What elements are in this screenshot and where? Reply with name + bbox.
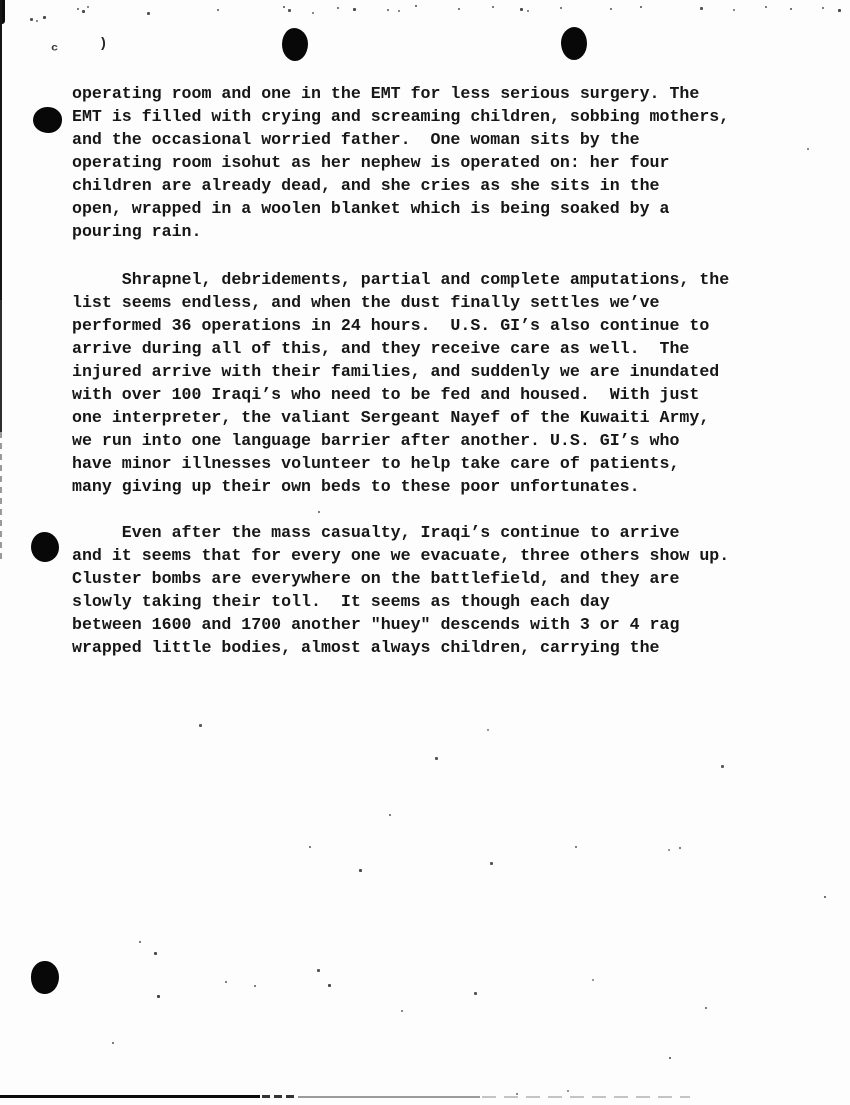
- typewritten-line: open, wrapped in a woolen blanket which is being soaked by a: [72, 199, 670, 218]
- scan-speck: [700, 7, 703, 10]
- scan-speck: [567, 1090, 569, 1092]
- scan-speck: [147, 12, 150, 15]
- typewritten-line: children are already dead, and she cries as she sits in the: [72, 176, 660, 195]
- scan-speck: [387, 9, 389, 11]
- scan-speck: [669, 1057, 671, 1059]
- scan-speck: [560, 7, 562, 9]
- scan-speck: [516, 1093, 518, 1095]
- scan-edge-line: [0, 300, 2, 432]
- typewritten-line: one interpreter, the valiant Sergeant Nayef of the Kuwaiti Army,: [72, 408, 710, 427]
- scan-speck: [474, 992, 477, 995]
- scan-speck: [435, 757, 438, 760]
- typewritten-line: and the occasional worried father. One woman sits by the: [72, 130, 640, 149]
- typewritten-line: Even after the mass casualty, Iraqi’s continue to arrive: [72, 523, 680, 542]
- scan-speck: [157, 995, 160, 998]
- scan-speck: [640, 6, 642, 8]
- scan-speck: [225, 981, 227, 983]
- typewritten-line: EMT is filled with crying and screaming children, sobbing mothers,: [72, 107, 730, 126]
- typewritten-line: between 1600 and 1700 another "huey" descends with 3 or 4 rag: [72, 615, 680, 634]
- scan-edge-line: [0, 0, 2, 300]
- scan-speck: [668, 849, 670, 851]
- scan-speck: [43, 16, 46, 19]
- scan-speck: [139, 941, 141, 943]
- paragraph-2: [72, 268, 729, 498]
- scan-bottom-edge-line: [0, 1095, 260, 1098]
- scan-speck: [401, 1010, 403, 1012]
- scan-bottom-edge-line: [482, 1096, 690, 1098]
- scan-speck: [765, 6, 767, 8]
- stray-pen-mark: c: [51, 42, 59, 54]
- scan-speck: [415, 5, 417, 7]
- scan-speck: [77, 8, 79, 10]
- typewritten-line: wrapped little bodies, almost always children, carrying the: [72, 638, 660, 657]
- scan-speck: [87, 6, 89, 8]
- typewritten-line: we run into one language barrier after another. U.S. GI’s who: [72, 431, 680, 450]
- scan-speck: [353, 8, 356, 11]
- scan-speck: [575, 846, 577, 848]
- scan-speck: [312, 12, 314, 14]
- typewritten-line: with over 100 Iraqi’s who need to be fed and housed. With just: [72, 385, 700, 404]
- scan-speck: [721, 765, 724, 768]
- hole-punch-dot-left-2: [31, 532, 59, 562]
- scan-speck: [822, 7, 824, 9]
- scan-speck: [199, 724, 202, 727]
- scan-speck: [318, 511, 320, 513]
- scan-speck: [30, 18, 33, 21]
- hole-punch-dot-left-1: [33, 107, 62, 133]
- typewritten-line: performed 36 operations in 24 hours. U.S. GI’s also continue to: [72, 316, 710, 335]
- scan-speck: [283, 6, 285, 8]
- scan-bottom-edge-line: [262, 1095, 298, 1098]
- hole-punch-dot-top-left: [282, 28, 308, 61]
- hole-punch-dot-left-3: [31, 961, 59, 994]
- scan-speck: [733, 9, 735, 11]
- scan-speck: [790, 8, 792, 10]
- scan-speck: [317, 969, 320, 972]
- typewritten-line: many giving up their own beds to these poor unfortunates.: [72, 477, 640, 496]
- paragraph-1: [72, 82, 729, 243]
- hole-punch-dot-top-right: [561, 27, 587, 60]
- scan-speck: [490, 862, 493, 865]
- typewritten-line: have minor illnesses volunteer to help take care of patients,: [72, 454, 680, 473]
- typewritten-line: injured arrive with their families, and suddenly we are inundated: [72, 362, 720, 381]
- typewritten-line: Shrapnel, debridements, partial and complete amputations, the: [72, 270, 730, 289]
- scan-speck: [705, 1007, 707, 1009]
- scan-speck: [592, 979, 594, 981]
- typewritten-line: operating room isohut as her nephew is operated on: her four: [72, 153, 670, 172]
- scan-speck: [254, 985, 256, 987]
- scan-speck: [112, 1042, 114, 1044]
- typewritten-line: operating room and one in the EMT for less serious surgery. The: [72, 84, 700, 103]
- typewritten-line: slowly taking their toll. It seems as though each day: [72, 592, 610, 611]
- scan-speck: [359, 869, 362, 872]
- scan-speck: [154, 952, 157, 955]
- paragraph-3: [72, 521, 729, 659]
- typewritten-line: arrive during all of this, and they receive care as well. The: [72, 339, 690, 358]
- scan-speck: [82, 10, 85, 13]
- scan-speck: [824, 896, 826, 898]
- scan-speck: [520, 8, 523, 11]
- scan-speck: [328, 984, 331, 987]
- scan-speck: [458, 8, 460, 10]
- scan-speck: [217, 9, 219, 11]
- scan-speck: [389, 814, 391, 816]
- scan-speck: [337, 7, 339, 9]
- scan-speck: [527, 10, 529, 12]
- scan-edge-line: [0, 432, 2, 564]
- typewritten-line: pouring rain.: [72, 222, 202, 241]
- scan-speck: [36, 20, 38, 22]
- typewritten-line: and it seems that for every one we evacuate, three others show up.: [72, 546, 730, 565]
- scan-speck: [807, 148, 809, 150]
- scan-speck: [309, 846, 311, 848]
- scan-speck: [679, 847, 681, 849]
- scan-speck: [487, 729, 489, 731]
- typewritten-line: Cluster bombs are everywhere on the battlefield, and they are: [72, 569, 680, 588]
- typewritten-line: list seems endless, and when the dust finally settles we’ve: [72, 293, 660, 312]
- scan-bottom-edge-line: [298, 1096, 480, 1098]
- stray-pen-mark: ): [99, 36, 108, 52]
- scan-speck: [288, 9, 291, 12]
- scan-speck: [610, 8, 612, 10]
- scan-speck: [838, 9, 841, 12]
- scan-speck: [398, 10, 400, 12]
- scan-speck: [492, 6, 494, 8]
